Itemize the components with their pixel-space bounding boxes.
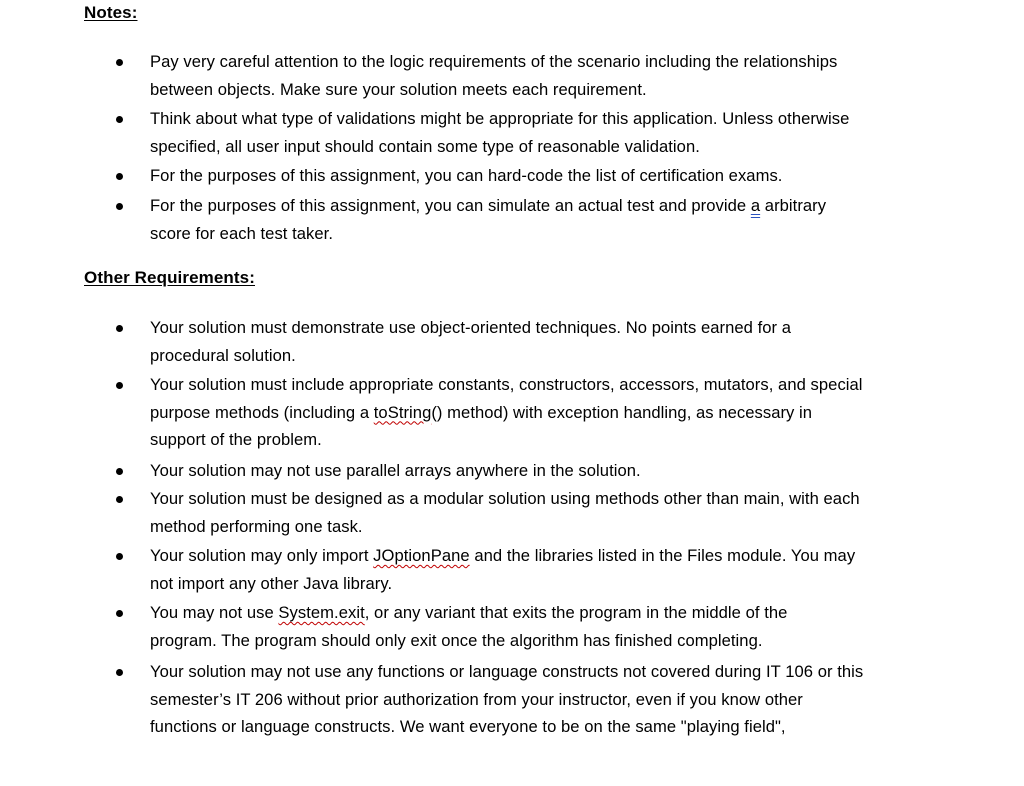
spelling-flagged-word[interactable]: JOptionPane bbox=[373, 546, 470, 565]
text-line: functions or language constructs. We want everyone to be on the same "playing field", bbox=[150, 717, 786, 736]
bullet-icon bbox=[116, 173, 123, 180]
text-line: specified, all user input should contain some type of reasonable validation. bbox=[150, 136, 700, 156]
text-line: method performing one task. bbox=[150, 516, 363, 536]
text-line: support of the problem. bbox=[150, 430, 322, 449]
requirement-item-text bbox=[150, 485, 950, 540]
bullet-icon bbox=[116, 116, 123, 123]
notes-item-text bbox=[150, 162, 950, 190]
grammar-flagged-word[interactable]: a bbox=[750, 196, 761, 215]
requirement-item-text bbox=[150, 314, 950, 369]
text-line bbox=[150, 399, 950, 427]
text-line: semester’s IT 206 without prior authorization from your instructor, even if you know other bbox=[150, 689, 803, 709]
other-requirements-heading: Other Requirements: bbox=[84, 268, 255, 287]
bullet-icon bbox=[116, 553, 123, 560]
bullet-icon bbox=[116, 203, 123, 210]
text-line: score for each test taker. bbox=[150, 223, 333, 243]
text-line: between objects. Make sure your solution meets each requirement. bbox=[150, 79, 647, 99]
text-line: Your solution must include appropriate constants, constructors, accessors, mutators, and special bbox=[150, 375, 863, 394]
text-segment: For the purposes of this assignment, you can simulate an actual test and provide bbox=[150, 196, 751, 215]
requirement-item-text bbox=[150, 371, 950, 454]
bullet-icon bbox=[116, 382, 123, 389]
text-line: not import any other Java library. bbox=[150, 573, 393, 593]
text-line bbox=[150, 192, 950, 220]
spelling-flagged-word[interactable]: toString bbox=[373, 402, 432, 422]
text-line: program. The program should only exit once the algorithm has finished completing. bbox=[150, 630, 763, 650]
notes-item-text bbox=[150, 192, 950, 247]
requirement-item-text bbox=[150, 457, 950, 485]
text-line: Your solution may not use parallel arrays anywhere in the solution. bbox=[150, 461, 641, 480]
text-segment: arbitrary bbox=[760, 196, 827, 215]
text-line: Your solution must be designed as a modular solution using methods other than main, with each bbox=[150, 489, 860, 508]
text-segment: purpose methods (including a bbox=[150, 402, 374, 422]
spelling-flagged-word[interactable]: System.exit bbox=[278, 603, 365, 622]
text-line: For the purposes of this assignment, you can hard-code the list of certification exams. bbox=[150, 166, 783, 185]
text-segment: Your solution may only import bbox=[150, 546, 374, 565]
text-segment: You may not use bbox=[150, 603, 279, 622]
bullet-icon bbox=[116, 59, 123, 66]
text-line: Pay very careful attention to the logic requirements of the scenario including the relationships bbox=[150, 52, 838, 71]
requirement-item-text bbox=[150, 599, 950, 654]
text-segment: and the libraries listed in the Files module. You may bbox=[469, 546, 856, 565]
text-line: Think about what type of validations might be appropriate for this application. Unless otherwise bbox=[150, 109, 850, 128]
notes-item-text bbox=[150, 48, 950, 103]
text-line: Your solution may not use any functions or language constructs not covered during IT 106 or this bbox=[150, 662, 864, 681]
notes-item-text bbox=[150, 105, 950, 160]
bullet-icon bbox=[116, 610, 123, 617]
text-line bbox=[150, 542, 950, 570]
requirement-item-text bbox=[150, 658, 950, 741]
text-line bbox=[150, 599, 950, 627]
bullet-icon bbox=[116, 669, 123, 676]
text-line: Your solution must demonstrate use object-oriented techniques. No points earned for a bbox=[150, 318, 792, 337]
notes-heading: Notes: bbox=[84, 3, 138, 22]
text-line: procedural solution. bbox=[150, 345, 296, 365]
requirement-item-text bbox=[150, 542, 950, 597]
bullet-icon bbox=[116, 496, 123, 503]
text-segment: , or any variant that exits the program in the middle of the bbox=[364, 603, 788, 622]
text-segment: () method) with exception handling, as necessary in bbox=[431, 402, 813, 422]
bullet-icon bbox=[116, 468, 123, 475]
bullet-icon bbox=[116, 325, 123, 332]
